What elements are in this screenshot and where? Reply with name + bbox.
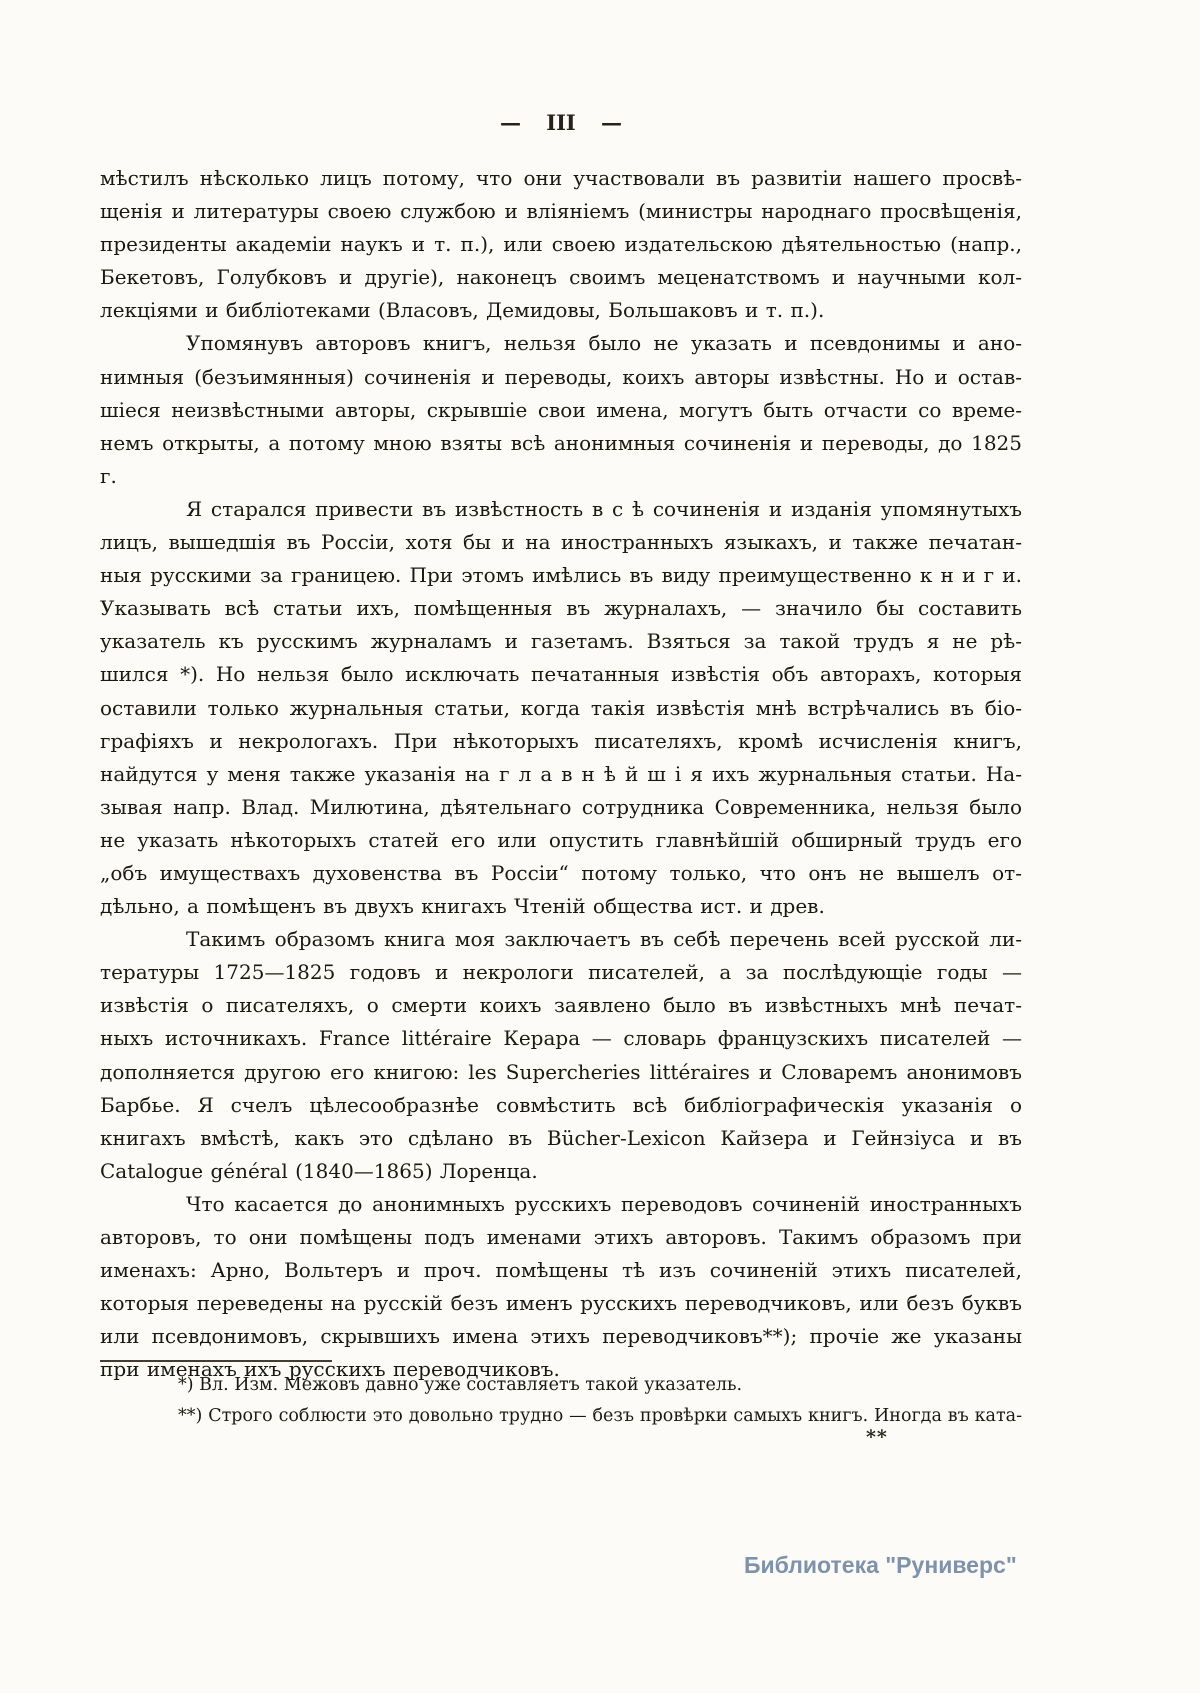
- text-line: зывая напр. Влад. Милютина, дѣятельнаго сотрудника Современника, нельзя было: [100, 794, 1022, 819]
- text-line: лекціями и библіотеками (Власовъ, Демидовы, Большаковъ и т. п.).: [100, 298, 825, 323]
- text-line: „объ имуществахъ духовенства въ Россіи“ потому только, что онъ не вышелъ от-: [100, 860, 1022, 885]
- text-line: графіяхъ и некрологахъ. При нѣкоторыхъ писателяхъ, кромѣ исчисленія книгъ,: [100, 728, 1022, 753]
- text-line: оставили только журнальныя статьи, когда такія извѣстія мнѣ встрѣчались въ біо-: [100, 695, 1022, 720]
- text-line: тературы 1725—1825 годовъ и некрологи писателей, а за послѣдующіе годы —: [100, 960, 1022, 985]
- text-line: ныя русскими за границею. При этомъ имѣлись въ виду преимущественно к н и г и.: [100, 563, 1022, 588]
- text-line: которыя переведены на русскій безъ именъ русскихъ переводчиковъ, или безъ буквъ: [100, 1291, 1022, 1316]
- text-line: не указать нѣкоторыхъ статей его или опустить главнѣйшій обширный трудъ его: [100, 827, 1022, 852]
- text-line: немъ открыты, а потому мною взяты всѣ анонимныя сочиненія и переводы, до 1825 г.: [100, 430, 1022, 488]
- text-line: Что касается до анонимныхъ русскихъ переводовъ сочиненій иностранныхъ: [186, 1191, 1022, 1216]
- text-line: Такимъ образомъ книга моя заключаетъ въ себѣ перечень всей русской ли-: [186, 927, 1022, 952]
- text-line: Указывать всѣ статьи ихъ, помѣщенныя въ журналахъ, — значило бы составить: [100, 596, 1022, 621]
- text-line: найдутся у меня также указанія на г л а в н ѣ й ш і я ихъ журнальныя статьи. На-: [100, 761, 1022, 786]
- text-line: лицъ, вышедшія въ Россіи, хотя бы и на иностранныхъ языкахъ, и также печатан-: [100, 530, 1022, 555]
- text-line: дополняется другою его книгою: les Supercheries littéraires и Словаремъ анонимовъ: [100, 1059, 1022, 1084]
- text-line: указатель къ русскимъ журналамъ и газетамъ. Взяться за такой трудъ я не рѣ-: [100, 629, 1022, 654]
- text-line: извѣстія о писателяхъ, о смерти коихъ заявлено было въ извѣстныхъ мнѣ печат-: [100, 993, 1022, 1018]
- footnote-line: **) Строго соблюсти это довольно трудно — безъ провѣрки самыхъ книгъ. Иногда въ ката-: [178, 1406, 1022, 1426]
- text-line: Я старался привести въ извѣстность в с ѣ сочиненія и изданія упомянутыхъ: [186, 496, 1022, 521]
- text-line: при именахъ ихъ русскихъ переводчиковъ.: [100, 1357, 560, 1382]
- text-line: президенты академіи наукъ и т. п.), или своею издательскою дѣятельностью (напр.,: [100, 232, 1022, 257]
- text-line: книгахъ вмѣстѣ, какъ это сдѣлано въ Bücher-Lexicon Кайзера и Гейнзіуса и въ: [100, 1125, 1022, 1150]
- page-number: — III —: [499, 110, 623, 135]
- footnotes: [100, 1370, 1022, 1432]
- text-line: или псевдонимовъ, скрывшихъ имена этихъ переводчиковъ**); прочіе же указаны: [100, 1324, 1022, 1349]
- watermark: Библиотека "Руниверс": [744, 1552, 1017, 1578]
- text-block: [100, 162, 1022, 1386]
- text-line: Catalogue général (1840—1865) Лоренца.: [100, 1158, 538, 1183]
- text-line: шіеся неизвѣстными авторы, скрывшіе свои имена, могутъ быть отчасти со време-: [100, 397, 1022, 422]
- text-line: авторовъ, то они помѣщены подъ именами этихъ авторовъ. Такимъ образомъ при: [100, 1225, 1022, 1249]
- text-line: дѣльно, а помѣщенъ въ двухъ книгахъ Чтеній общества ист. и древ.: [100, 894, 825, 919]
- footnote-block: [100, 1360, 1022, 1432]
- text-line: Упомянувъ авторовъ книгъ, нельзя было не указать и псевдонимы и ано-: [186, 331, 1022, 356]
- text-line: ныхъ источникахъ. France littéraire Керара — словарь французскихъ писателей —: [100, 1026, 1022, 1051]
- text-line: щенія и литературы своею службою и вліяніемъ (министры народнаго просвѣщенія,: [100, 199, 1022, 224]
- signature-mark: **: [866, 1426, 888, 1448]
- text-line: Бекетовъ, Голубковъ и другіе), наконецъ своимъ меценатствомъ и научными кол-: [100, 265, 1022, 290]
- footnote-rule: [100, 1360, 332, 1362]
- text-line: мѣстилъ нѣсколько лицъ потому, что они участвовали въ развитіи нашего просвѣ-: [100, 166, 1022, 190]
- text-line: шился *). Но нельзя было исключать печатанныя извѣстія объ авторахъ, которыя: [100, 662, 1022, 687]
- text-line: нимныя (безъимянныя) сочиненія и переводы, коихъ авторы извѣстны. Но и остав-: [100, 364, 1022, 389]
- footnote-line: *) Вл. Изм. Межовъ давно уже составляетъ такой указатель.: [178, 1375, 743, 1395]
- text-line: именахъ: Арно, Вольтеръ и проч. помѣщены тѣ изъ сочиненій этихъ писателей,: [100, 1258, 1022, 1283]
- text-line: Барбье. Я счелъ цѣлесообразнѣе совмѣстить всѣ библіографическія указанія о: [100, 1092, 1022, 1117]
